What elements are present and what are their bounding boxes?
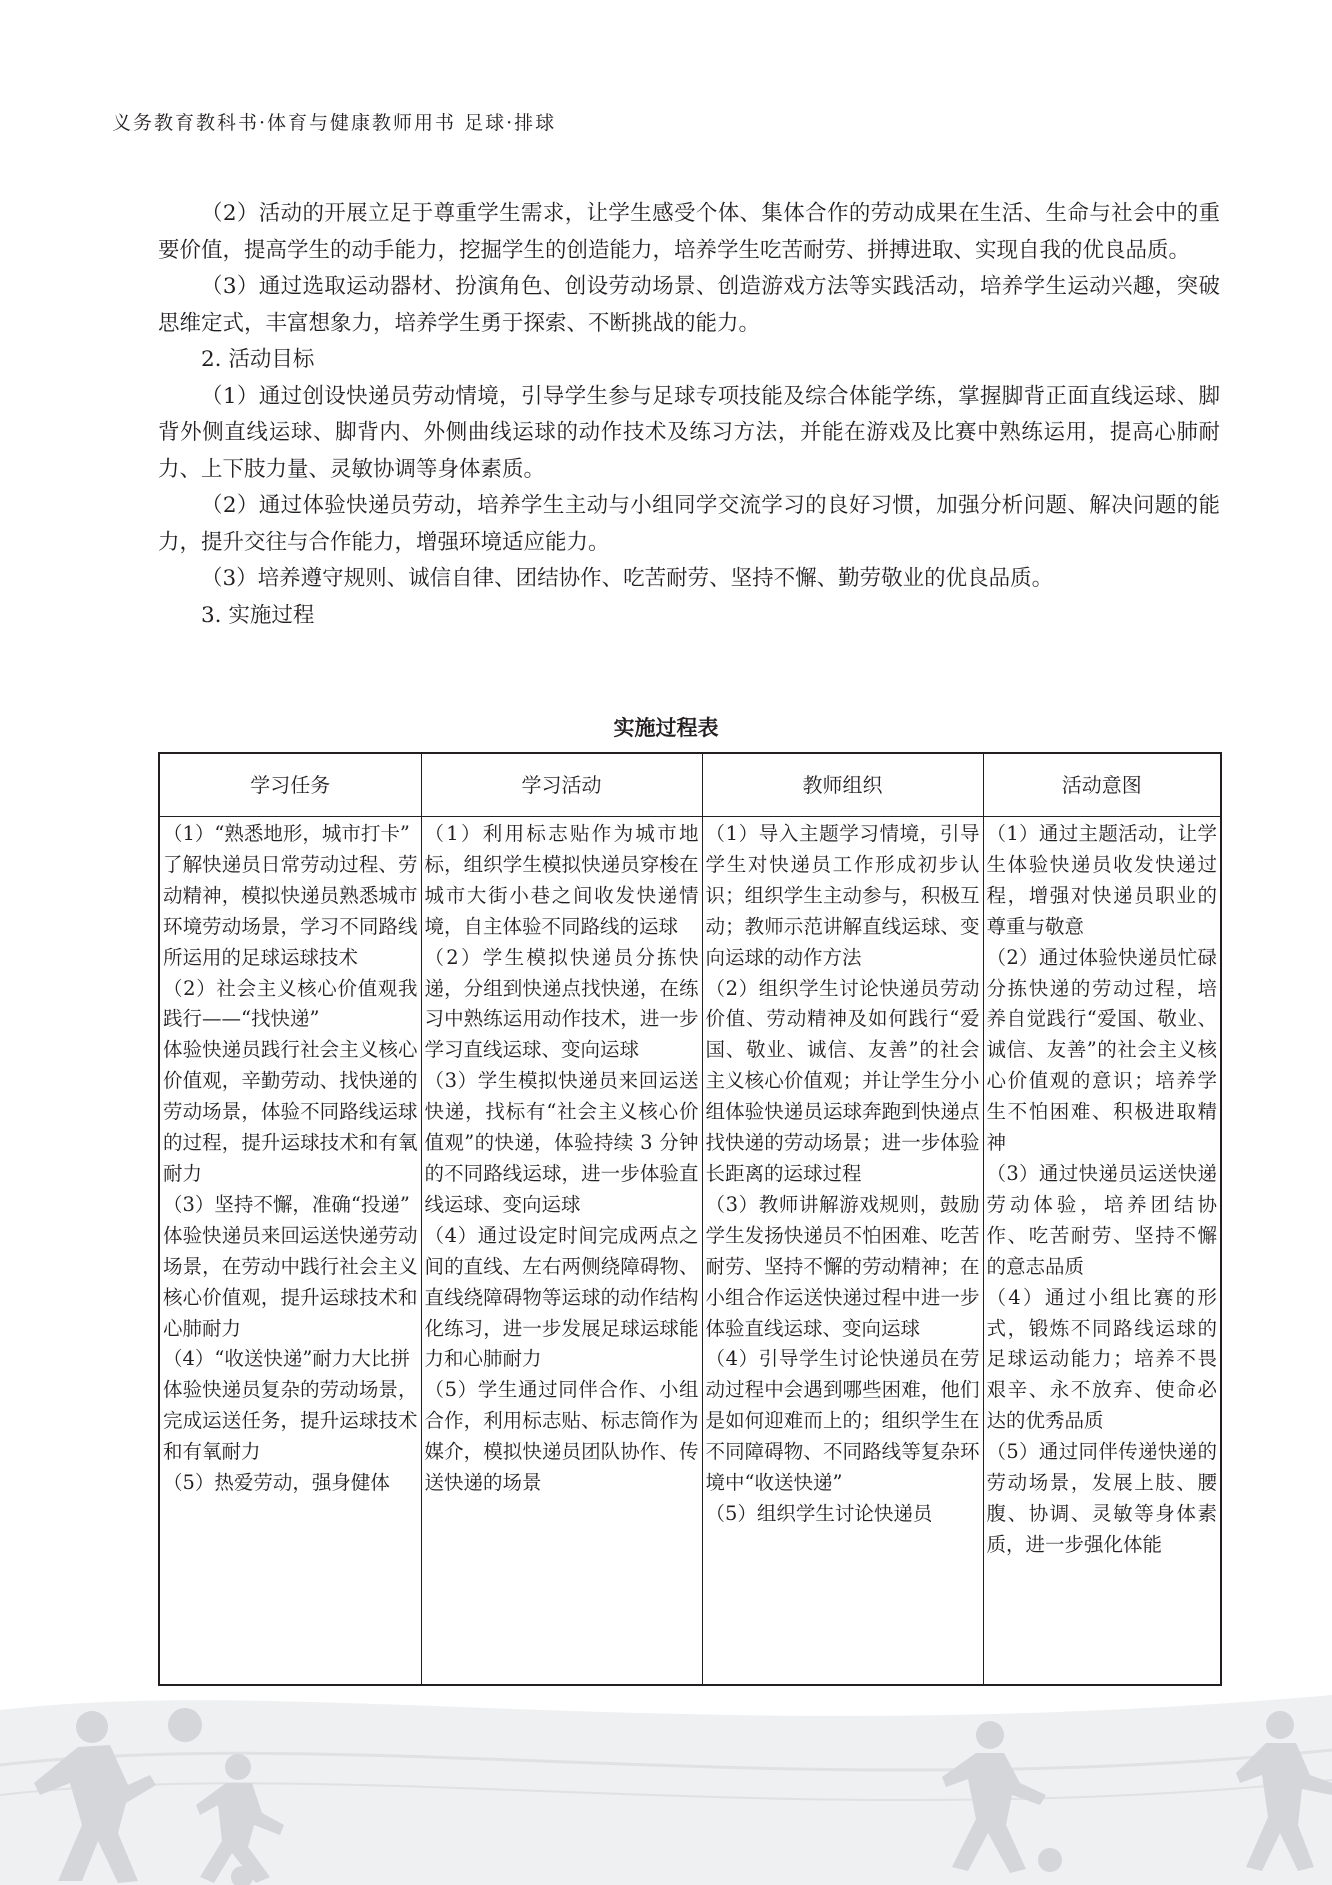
activity-item: （3）学生模拟快递员来回运送快递，找标有“社会主义核心价值观”的快递，体验持续 3 分钟的不同路线运球，进一步体验直线运球、变向运球	[424, 1069, 699, 1216]
task-item: （1）“熟悉地形，城市打卡”	[163, 822, 410, 845]
paragraph: （2）活动的开展立足于尊重学生需求，让学生感受个体、集体合作的劳动成果在生活、生命与社会中的重要价值，提高学生的动手能力，挖掘学生的创造能力，培养学生吃苦耐劳、拼搏进取、实现自我的优良品质。	[158, 201, 1220, 263]
intent-item: （5）通过同伴传递快递的劳动场景，发展上肢、腰腹、协调、灵敏等身体素质，进一步强化体能	[986, 1440, 1217, 1556]
running-header: 义务教育教科书·体育与健康教师用书 足球·排球	[112, 112, 557, 134]
activity-cell	[421, 817, 702, 1686]
column-header-intent: 活动意图	[983, 753, 1221, 817]
task-item: （3）坚持不懈，准确“投递”	[163, 1192, 410, 1216]
task-item: 了解快递员日常劳动过程、劳动精神，模拟快递员熟悉城市环境劳动场景，学习不同路线所运用的足球运球技术	[163, 852, 418, 969]
intent-item: （2）通过体验快递员忙碌分拣快递的劳动过程，培养自觉践行“爱国、敬业、诚信、友善”的社会主义核心价值观的意识；培养学生不怕困难、积极进取精神	[986, 945, 1217, 1155]
section-heading: 2. 活动目标	[201, 347, 315, 372]
paragraph: （1）通过创设快递员劳动情境，引导学生参与足球专项技能及综合体能学练，掌握脚背正面直线运球、脚背外侧直线运球、脚背内、外侧曲线运球的动作技术及练习方法，并能在游戏及比赛中熟练运用，提高心肺耐力、上下肢力量、灵敏协调等身体素质。	[158, 383, 1220, 482]
paragraph: （3）培养遵守规则、诚信自律、团结协作、吃苦耐劳、坚持不懈、勤劳敬业的优良品质。	[201, 566, 1054, 591]
teacher-item: （5）组织学生讨论快递员	[705, 1501, 933, 1525]
task-item: （4）“收送快递”耐力大比拼	[163, 1347, 410, 1371]
football-icon	[168, 1708, 202, 1742]
activity-item: （4）通过设定时间完成两点之间的直线、左右两侧绕障碍物、直线绕障碍物等运球的动作结构化练习，进一步发展足球运球能力和心肺耐力	[424, 1223, 699, 1371]
teacher-item: （3）教师讲解游戏规则，鼓励学生发扬快递员不怕困难、吃苦耐劳、坚持不懈的劳动精神；在小组合作运送快递过程中进一步体验直线运球、变向运球	[705, 1192, 980, 1340]
task-item: （5）热爱劳动，强身健体	[163, 1471, 390, 1495]
table-title: 实施过程表	[613, 716, 719, 740]
task-item: （2）社会主义核心价值观我践行——“找快递”	[163, 976, 418, 1031]
intent-item: （4）通过小组比赛的形式，锻炼不同路线运球的足球运动能力；培养不畏艰辛、永不放弃、使命必达的优秀品质	[986, 1285, 1217, 1433]
body-text	[158, 196, 1220, 634]
task-item: 体验快递员复杂的劳动场景，完成运送任务，提升运球技术和有氧耐力	[163, 1378, 418, 1464]
activity-item: （1）利用标志贴作为城市地标，组织学生模拟快递员穿梭在城市大街小巷之间收发快递情境，自主体验不同路线的运球	[424, 822, 699, 938]
intent-cell	[983, 817, 1221, 1686]
activity-item: （2）学生模拟快递员分拣快递，分组到快递点找快递，在练习中熟练运用动作技术，进一步学习直线运球、变向运球	[424, 945, 699, 1062]
column-header-activity: 学习活动	[421, 753, 702, 817]
column-header-task: 学习任务	[159, 753, 421, 817]
process-table	[158, 752, 1222, 1686]
football-icon	[1038, 1848, 1062, 1872]
task-item: 体验快递员践行社会主义核心价值观，辛勤劳动、找快递的劳动场景，体验不同路线运球的过程，提升运球技术和有氧耐力	[163, 1038, 418, 1185]
teacher-item: （1）导入主题学习情境，引导学生对快递员工作形成初步认识；组织学生主动参与，积极互动；教师示范讲解直线运球、变向运球的动作方法	[705, 822, 980, 969]
section-heading: 3. 实施过程	[201, 602, 315, 628]
footer-decoration	[0, 1655, 1332, 1885]
task-cell	[159, 817, 421, 1686]
paragraph: （2）通过体验快递员劳动，培养学生主动与小组同学交流学习的良好习惯，加强分析问题、解决问题的能力，提升交往与合作能力，增强环境适应能力。	[158, 493, 1220, 555]
intent-item: （3）通过快递员运送快递劳动体验，培养团结协作、吃苦耐劳、坚持不懈的意志品质	[986, 1161, 1217, 1278]
column-header-teacher: 教师组织	[702, 753, 983, 817]
teacher-cell	[702, 817, 983, 1686]
paragraph: （3）通过选取运动器材、扮演角色、创设劳动场景、创造游戏方法等实践活动，培养学生运动兴趣，突破思维定式，丰富想象力，培养学生勇于探索、不断挑战的能力。	[158, 274, 1220, 336]
task-item: 体验快递员来回运送快递劳动场景，在劳动中践行社会主义核心价值观，提升运球技术和心肺耐力	[163, 1223, 418, 1340]
teacher-item: （4）引导学生讨论快递员在劳动过程中会遇到哪些困难，他们是如何迎难而上的；组织学生在不同障碍物、不同路线等复杂环境中“收送快递”	[705, 1347, 980, 1495]
activity-item: （5）学生通过同伴合作、小组合作，利用标志贴、标志筒作为媒介，模拟快递员团队协作、传送快递的场景	[424, 1378, 699, 1495]
teacher-item: （2）组织学生讨论快递员劳动价值、劳动精神及如何践行“爱国、敬业、诚信、友善”的社会主义核心价值观；并让学生分小组体验快递员运球奔跑到快递点找快递的劳动场景；进一步体验长距离的运球过程	[705, 976, 980, 1185]
intent-item: （1）通过主题活动，让学生体验快递员收发快递过程，增强对快递员职业的尊重与敬意	[986, 822, 1217, 938]
